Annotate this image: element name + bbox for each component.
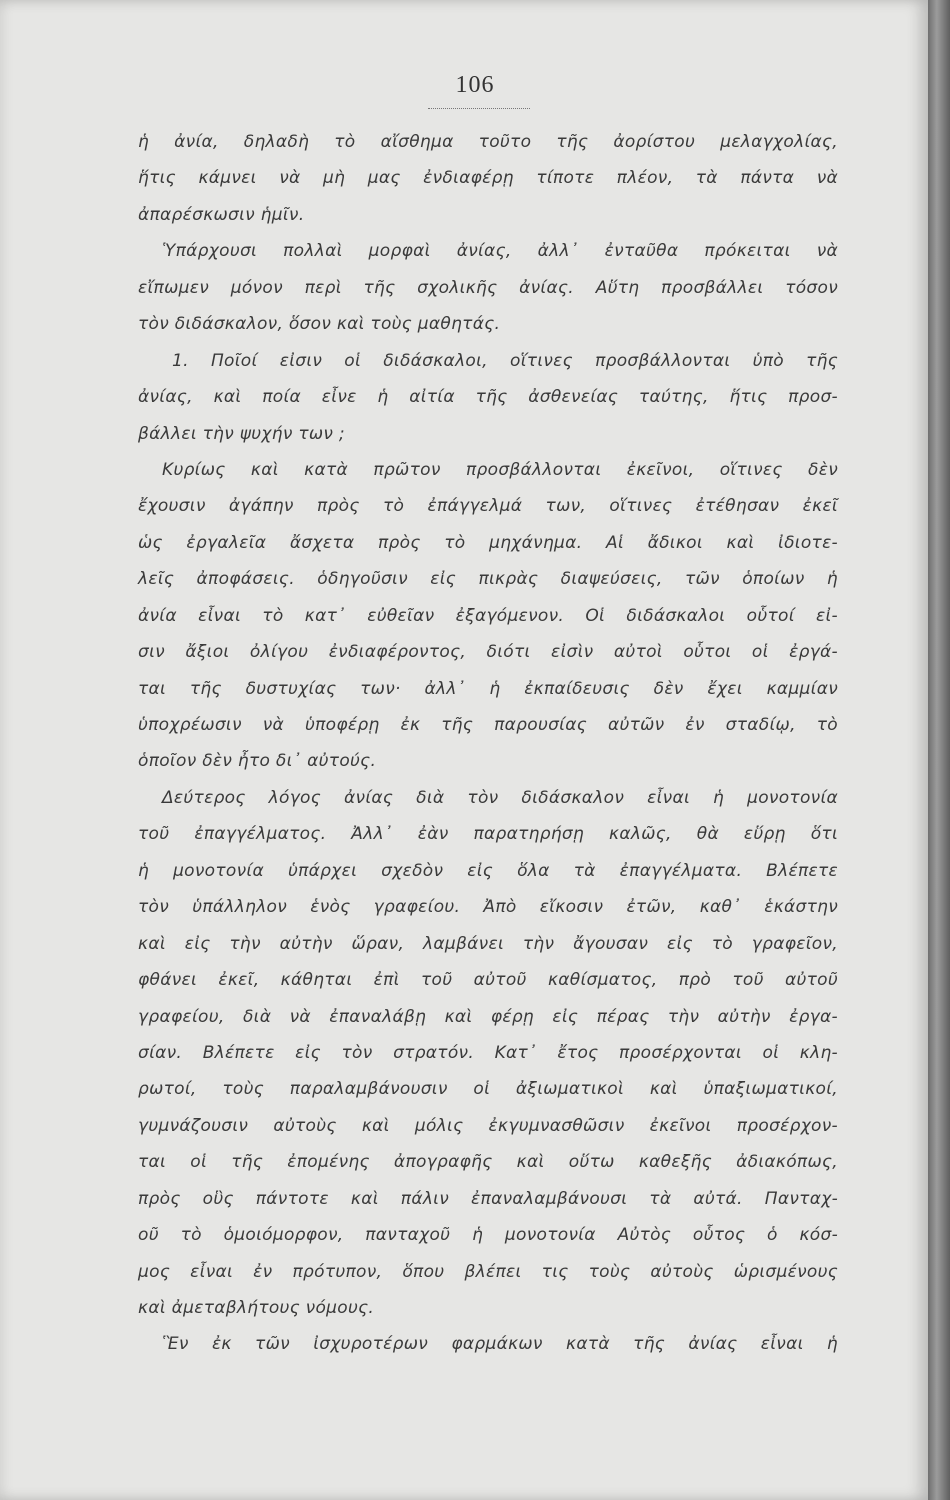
body-text (138, 124, 838, 1363)
text-line: λεῖς ἀποφάσεις. ὁδηγοῦσιν εἰς πικρὰς διαψεύσεις, τῶν ὁποίων ἡ (138, 569, 838, 590)
text-line: ἡ μονοτονία ὑπάρχει σχεδὸν εἰς ὅλα τὰ ἐπαγγέλματα. Βλέπετε (138, 860, 838, 881)
text-line: εἴπωμεν μόνον περὶ τῆς σχολικῆς ἀνίας. Αὕτη προσβάλλει τόσον (138, 277, 838, 298)
text-line: γραφείου, διὰ νὰ ἐπαναλάβῃ καὶ φέρῃ εἰς πέρας τὴν αὐτὴν ἐργα- (138, 1006, 838, 1027)
paragraph-start-line: Ἓν ἐκ τῶν ἰσχυροτέρων φαρμάκων κατὰ τῆς ἀνίας εἶναι ἡ (162, 1334, 838, 1355)
paragraph-start-line: Ὑπάρχουσι πολλαὶ μορφαὶ ἀνίας, ἀλλ᾿ ἐνταῦθα πρόκειται νὰ (162, 241, 838, 262)
text-line: καὶ ἀμεταβλήτους νόμους. (138, 1298, 375, 1318)
text-line: βάλλει τὴν ψυχήν των ; (138, 423, 345, 444)
text-line: ται οἱ τῆς ἐπομένης ἀπογραφῆς καὶ οὕτω καθεξῆς ἀδιακόπως, (138, 1152, 838, 1173)
text-line: οῦ τὸ ὁμοιόμορφον, πανταχοῦ ἡ μονοτονία Αὐτὸς οὗτος ὁ κόσ- (138, 1225, 838, 1246)
page-number: 106 (455, 72, 495, 98)
paragraph-start-line: Δεύτερος λόγος ἀνίας διὰ τὸν διδάσκαλον εἶναι ἡ μονοτονία (162, 787, 838, 808)
text-line: ται τῆς δυστυχίας των· ἀλλ᾿ ἡ ἐκπαίδευσις δὲν ἔχει καμμίαν (138, 678, 838, 699)
text-line: ὡς ἐργαλεῖα ἄσχετα πρὸς τὸ μηχάνημα. Αἱ ἄδικοι καὶ ἰδιοτε- (138, 532, 838, 553)
text-line: ἀπαρέσκωσιν ἡμῖν. (138, 204, 305, 225)
text-line: σιν ἄξιοι ὀλίγου ἐνδιαφέροντος, διότι εἰσὶν αὐτοὶ οὗτοι οἱ ἐργά- (138, 642, 838, 663)
text-line: φθάνει ἐκεῖ, κάθηται ἐπὶ τοῦ αὐτοῦ καθίσματος, πρὸ τοῦ αὐτοῦ (138, 970, 838, 991)
text-line: ἀνία εἶναι τὸ κατ᾿ εὐθεῖαν ἐξαγόμενον. Οἱ διδάσκαλοι οὗτοί εἰ- (138, 605, 838, 626)
page-number-rule (428, 108, 530, 109)
text-line: πρὸς οὓς πάντοτε καὶ πάλιν ἐπαναλαμβάνουσι τὰ αὐτά. Πανταχ- (138, 1188, 838, 1209)
text-line: ὑποχρέωσιν νὰ ὑποφέρῃ ἐκ τῆς παρουσίας αὐτῶν ἐν σταδίῳ, τὸ (138, 715, 838, 735)
text-line: σίαν. Βλέπετε εἰς τὸν στρατόν. Κατ᾿ ἔτος προσέρχονται οἱ κλη- (138, 1042, 838, 1063)
text-line: τοῦ ἐπαγγέλματος. Ἀλλ᾿ ἐὰν παρατηρήσῃ καλῶς, θὰ εὕρῃ ὅτι (138, 824, 838, 845)
page-edge-shadow (928, 0, 950, 1500)
text-line: τὸν διδάσκαλον, ὅσον καὶ τοὺς μαθητάς. (138, 314, 501, 335)
text-line: μος εἶναι ἐν πρότυπον, ὅπου βλέπει τις τοὺς αὐτοὺς ὡρισμένους (138, 1261, 838, 1282)
text-line: ὁποῖον δὲν ἦτο δι᾿ αὐτούς. (138, 751, 377, 772)
text-line: γυμνάζουσιν αὐτοὺς καὶ μόλις ἐκγυμνασθῶσιν ἐκεῖνοι προσέρχον- (138, 1115, 838, 1136)
text-line: ἀνίας, καὶ ποία εἶνε ἡ αἰτία τῆς ἀσθενείας ταύτης, ἥτις προσ- (138, 387, 838, 408)
paragraph-start-line: Κυρίως καὶ κατὰ πρῶτον προσβάλλονται ἐκεῖνοι, οἵτινες δὲν (162, 459, 838, 480)
text-line: ρωτοί, τοὺς παραλαμβάνουσιν οἱ ἀξιωματικοὶ καὶ ὑπαξιωματικοί, (138, 1079, 838, 1100)
text-line: ἔχουσιν ἀγάπην πρὸς τὸ ἐπάγγελμά των, οἵτινες ἐτέθησαν ἐκεῖ (138, 496, 838, 517)
text-line: ἡ ἀνία, δηλαδὴ τὸ αἴσθημα τοῦτο τῆς ἀορίστου μελαγχολίας, (138, 132, 838, 152)
text-line: τὸν ὑπάλληλον ἑνὸς γραφείου. Ἀπὸ εἴκοσιν ἐτῶν, καθ᾿ ἑκάστην (138, 897, 838, 918)
text-line: καὶ εἰς τὴν αὐτὴν ὥραν, λαμβάνει τὴν ἄγουσαν εἰς τὸ γραφεῖον, (138, 933, 838, 954)
text-line: ἥτις κάμνει νὰ μὴ μας ἐνδιαφέρῃ τίποτε πλέον, τὰ πάντα νὰ (138, 168, 838, 189)
numbered-question-line: 1. Ποῖοί εἰσιν οἱ διδάσκαλοι, οἵτινες προσβάλλονται ὑπὸ τῆς (172, 350, 838, 371)
